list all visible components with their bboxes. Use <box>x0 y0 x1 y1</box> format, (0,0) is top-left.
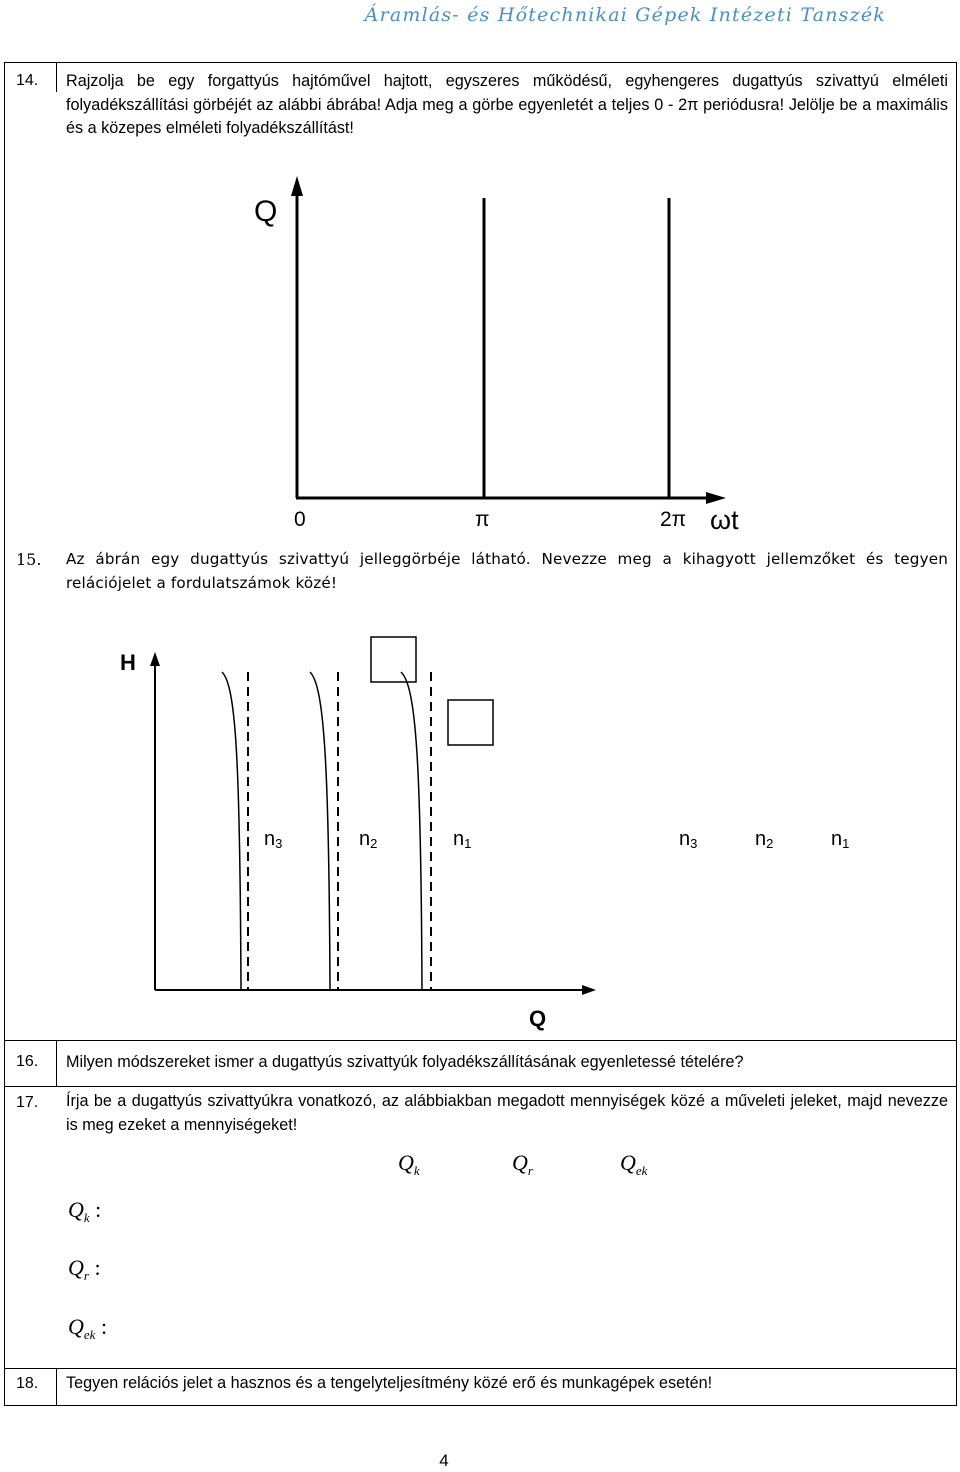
q15-x-axis-label: Q <box>529 1006 547 1031</box>
question-text-15: Az ábrán egy dugattyús szivattyú jelleggörbéje látható. Nevezze meg a kihagyott jellemzőket és tegyen relációjelet a fordulatszámok közé! <box>66 550 948 592</box>
column-divider <box>56 1040 57 1086</box>
question-number-17: 17. <box>16 1094 39 1111</box>
row-divider <box>4 1368 957 1369</box>
q17-symbol-qek: $Q_{ek}$ <box>620 1150 648 1178</box>
q14-x-axis-label: ωt <box>710 505 739 535</box>
question-text-16: Milyen módszereket ismer a dugattyús szivattyúk folyadékszállításának egyenletessé tételére? <box>66 1053 744 1071</box>
q17-symbol-qr: $Q_r$ <box>512 1150 533 1178</box>
q14-tick-pi: π <box>475 508 490 531</box>
q14-y-axis-label: Q <box>254 195 278 228</box>
q14-tick-0: 0 <box>294 508 306 531</box>
q15-curve-label-n1: n1 <box>453 828 472 851</box>
q14-tick-2pi: 2π <box>660 508 687 531</box>
question-text-17: Írja be a dugattyús szivattyúkra vonatkozó, az alábbiakban megadott mennyiségek közé a műveleti jeleket, majd nevezze is meg ezeket a mennyiségeket! <box>66 1092 948 1134</box>
q17-symbol-qk: $Q_k$ <box>398 1150 420 1178</box>
q17-row-qek: $Q_{ek}$ : <box>68 1314 108 1342</box>
department-header: Áramlás- és Hőtechnikai Gépek Intézeti Tanszék <box>364 4 886 26</box>
question-number-15: 15. <box>16 550 42 569</box>
q15-relation-label-n2: n2 <box>755 828 774 851</box>
q15-relation-label-n1: n1 <box>831 828 850 851</box>
q17-row-qk: $Q_k$ : <box>68 1197 102 1225</box>
question-number-18: 18. <box>16 1375 39 1392</box>
q15-curve-label-n3: n3 <box>264 828 283 851</box>
row-divider <box>4 1086 957 1087</box>
column-divider <box>56 1368 57 1406</box>
question-text-18: Tegyen relációs jelet a hasznos és a tengelyteljesítmény közé erő és munkagépek esetén! <box>66 1374 713 1392</box>
q15-relation-label-n3: n3 <box>679 828 698 851</box>
question-number-14: 14. <box>16 72 39 89</box>
row-divider <box>4 1040 957 1041</box>
page-number: 4 <box>439 1451 449 1470</box>
q15-curve-label-n2: n2 <box>359 828 378 851</box>
question-text-14: Rajzolja be egy forgattyús hajtóművel hajtott, egyszeres működésű, egyhengeres dugattyús szivattyú elméleti folyadékszállítási görbéjét az alábbi ábrába! Adja meg a görbe egyenletét a teljes 0 - 2π periódusra! Jelölje be a maximális és a közepes elméleti folyadékszállítást! <box>66 72 948 137</box>
question-number-16: 16. <box>16 1053 39 1070</box>
q15-y-axis-label: H <box>120 650 136 675</box>
q17-row-qr: $Q_r$ : <box>68 1255 101 1283</box>
